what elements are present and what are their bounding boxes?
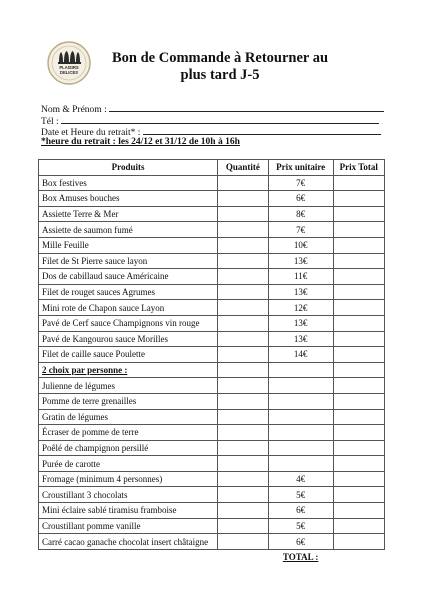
unit-price-cell: 13€ — [268, 284, 333, 300]
table-row — [39, 315, 385, 331]
table-header-row — [39, 160, 385, 176]
page-title: Bon de Commande à Retourner au plus tard J-5 — [111, 50, 329, 83]
total-row — [39, 549, 385, 564]
quantity-cell[interactable] — [218, 487, 269, 503]
quantity-cell[interactable] — [218, 503, 269, 519]
quantity-cell[interactable] — [218, 315, 269, 331]
table-row — [39, 440, 385, 456]
product-cell: Croustillant 3 chocolats — [39, 487, 218, 503]
table-row — [39, 425, 385, 441]
table-row — [39, 331, 385, 347]
product-cell: Mini rote de Chapon sauce Layon — [39, 300, 218, 316]
table-row — [39, 518, 385, 534]
unit-price-cell: 7€ — [268, 222, 333, 238]
product-cell: 2 choix par personne : — [39, 362, 218, 378]
phone-field-line — [61, 114, 379, 124]
total-price-cell[interactable] — [333, 518, 384, 534]
product-cell: Dos de cabillaud sauce Américaine — [39, 269, 218, 285]
total-price-cell[interactable] — [333, 175, 384, 191]
unit-price-cell: 14€ — [268, 347, 333, 363]
quantity-cell[interactable] — [218, 471, 269, 487]
product-cell: Filet de St Pierre sauce layon — [39, 253, 218, 269]
unit-price-cell: 13€ — [268, 331, 333, 347]
quantity-cell[interactable] — [218, 331, 269, 347]
table-row — [39, 378, 385, 394]
unit-price-cell: 12€ — [268, 300, 333, 316]
logo-text-bottom: DELICES — [59, 70, 79, 75]
quantity-cell[interactable] — [218, 284, 269, 300]
total-price-cell[interactable] — [333, 393, 384, 409]
product-cell: Écraser de pomme de terre — [39, 425, 218, 441]
unit-price-cell: 8€ — [268, 206, 333, 222]
quantity-cell[interactable] — [218, 518, 269, 534]
name-field-line — [109, 102, 384, 112]
table-row — [39, 409, 385, 425]
unit-price-cell — [268, 425, 333, 441]
quantity-cell[interactable] — [218, 269, 269, 285]
quantity-cell[interactable] — [218, 456, 269, 472]
pickup-hours-note: *heure du retrait : les 24/12 et 31/12 de 10h à 16h — [41, 137, 240, 147]
product-cell: Mille Feuille — [39, 237, 218, 253]
product-cell: Filet de caille sauce Poulette — [39, 347, 218, 363]
table-row — [39, 300, 385, 316]
total-price-cell[interactable] — [333, 331, 384, 347]
unit-price-cell: 10€ — [268, 237, 333, 253]
product-cell: Mini éclaire sablé tiramisu framboise — [39, 503, 218, 519]
quantity-cell[interactable] — [218, 300, 269, 316]
brand-logo — [46, 40, 92, 86]
total-price-cell[interactable] — [333, 503, 384, 519]
unit-price-cell — [268, 456, 333, 472]
total-price-cell[interactable] — [333, 409, 384, 425]
product-cell: Fromage (minimum 4 personnes) — [39, 471, 218, 487]
product-cell: Pavé de Kangourou sauce Morilles — [39, 331, 218, 347]
table-row — [39, 534, 385, 550]
unit-price-cell — [268, 409, 333, 425]
product-cell: Pavé de Cerf sauce Champignons vin rouge — [39, 315, 218, 331]
header-products: Produits — [39, 160, 218, 176]
quantity-cell[interactable] — [218, 206, 269, 222]
product-cell: Julienne de légumes — [39, 378, 218, 394]
total-price-cell[interactable] — [333, 300, 384, 316]
unit-price-cell: 7€ — [268, 175, 333, 191]
unit-price-cell: 6€ — [268, 503, 333, 519]
total-price-cell[interactable] — [333, 347, 384, 363]
table-row — [39, 284, 385, 300]
total-price-cell[interactable] — [333, 378, 384, 394]
header-unit-price: Prix unitaire — [268, 160, 333, 176]
table-row — [39, 347, 385, 363]
unit-price-cell — [268, 378, 333, 394]
product-cell: Filet de rouget sauces Agrumes — [39, 284, 218, 300]
pickup-datetime-label: Date et Heure du retrait* : — [41, 128, 141, 138]
total-price-cell[interactable] — [333, 487, 384, 503]
quantity-cell[interactable] — [218, 191, 269, 207]
name-field-label: Nom & Prénom : — [41, 105, 107, 115]
table-row — [39, 222, 385, 238]
table-row — [39, 456, 385, 472]
quantity-cell[interactable] — [218, 347, 269, 363]
table-row — [39, 487, 385, 503]
quantity-cell[interactable] — [218, 175, 269, 191]
name-field[interactable] — [41, 102, 384, 114]
quantity-cell[interactable] — [218, 409, 269, 425]
table-row — [39, 503, 385, 519]
product-cell: Poêlé de champignon persillé — [39, 440, 218, 456]
table-row — [39, 191, 385, 207]
total-empty-cell — [333, 549, 384, 564]
product-cell: Box Amuses bouches — [39, 191, 218, 207]
total-price-cell[interactable] — [333, 440, 384, 456]
logo-text-top: PLAISIRS — [59, 65, 79, 70]
total-price-cell[interactable] — [333, 315, 384, 331]
table-row — [39, 362, 385, 378]
product-cell: Gratin de légumes — [39, 409, 218, 425]
header-quantity: Quantité — [218, 160, 269, 176]
unit-price-cell: 4€ — [268, 471, 333, 487]
unit-price-cell — [268, 362, 333, 378]
quantity-cell[interactable] — [218, 425, 269, 441]
total-price-cell[interactable] — [333, 471, 384, 487]
unit-price-cell — [268, 440, 333, 456]
phone-field-label: Tél : — [41, 117, 59, 127]
product-cell: Assiette de saumon fumé — [39, 222, 218, 238]
total-label: TOTAL : — [282, 552, 319, 563]
table-row — [39, 175, 385, 191]
table-row — [39, 253, 385, 269]
product-cell: Purée de carotte — [39, 456, 218, 472]
unit-price-cell: 6€ — [268, 191, 333, 207]
total-price-cell[interactable] — [333, 284, 384, 300]
pickup-datetime-field[interactable] — [41, 125, 381, 137]
header-total-price: Prix Total — [333, 160, 384, 176]
quantity-cell[interactable] — [218, 237, 269, 253]
total-price-cell[interactable] — [333, 534, 384, 550]
quantity-cell[interactable] — [218, 362, 269, 378]
table-row — [39, 393, 385, 409]
total-price-cell[interactable] — [333, 253, 384, 269]
total-price-cell[interactable] — [333, 237, 384, 253]
unit-price-cell: 6€ — [268, 534, 333, 550]
unit-price-cell: 13€ — [268, 253, 333, 269]
total-price-cell[interactable] — [333, 269, 384, 285]
product-cell: Croustillant pomme vanille — [39, 518, 218, 534]
quantity-cell[interactable] — [218, 393, 269, 409]
unit-price-cell — [268, 393, 333, 409]
total-price-cell[interactable] — [333, 206, 384, 222]
table-row — [39, 471, 385, 487]
table-row — [39, 269, 385, 285]
product-cell: Carré cacao ganache chocolat insert châtaigne — [39, 534, 218, 550]
product-cell: Box festives — [39, 175, 218, 191]
total-price-cell[interactable] — [333, 191, 384, 207]
product-cell: Pomme de terre grenailles — [39, 393, 218, 409]
quantity-cell[interactable] — [218, 253, 269, 269]
unit-price-cell: 5€ — [268, 518, 333, 534]
total-price-cell[interactable] — [333, 362, 384, 378]
unit-price-cell: 5€ — [268, 487, 333, 503]
table-row — [39, 206, 385, 222]
quantity-cell[interactable] — [218, 378, 269, 394]
quantity-cell[interactable] — [218, 534, 269, 550]
total-price-cell[interactable] — [333, 456, 384, 472]
total-price-cell[interactable] — [333, 425, 384, 441]
order-table — [38, 159, 385, 564]
unit-price-cell: 11€ — [268, 269, 333, 285]
unit-price-cell: 13€ — [268, 315, 333, 331]
total-empty-cell — [218, 549, 269, 564]
total-price-cell[interactable] — [333, 222, 384, 238]
total-empty-cell — [39, 549, 218, 564]
pickup-datetime-line — [143, 125, 381, 135]
product-cell: Assiette Terre & Mer — [39, 206, 218, 222]
quantity-cell[interactable] — [218, 222, 269, 238]
table-row — [39, 237, 385, 253]
quantity-cell[interactable] — [218, 440, 269, 456]
